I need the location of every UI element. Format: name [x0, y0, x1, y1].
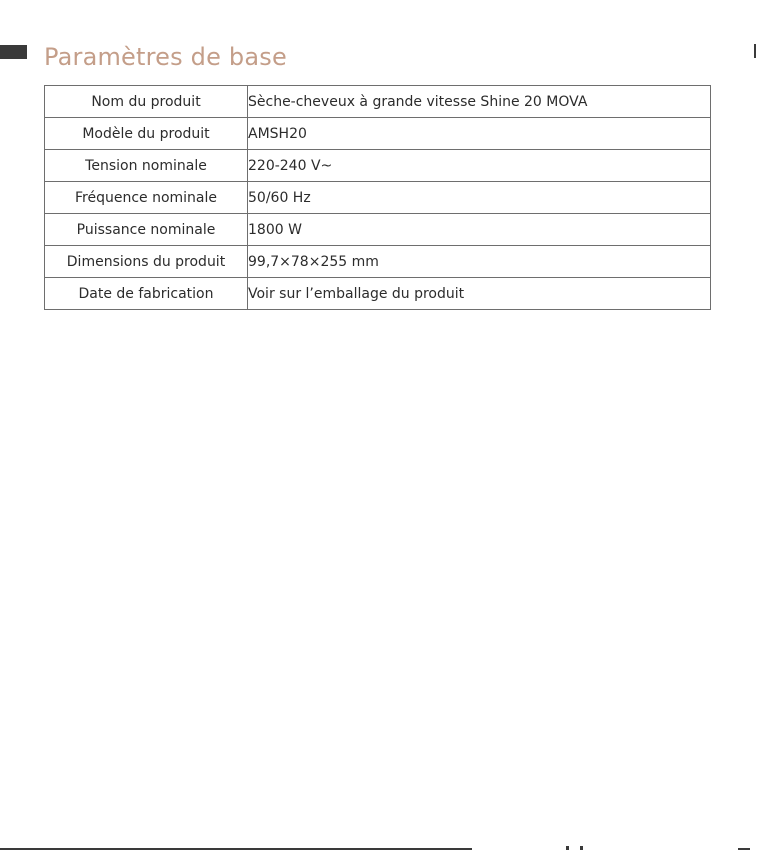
spec-label: Modèle du produit — [45, 118, 248, 150]
spec-label: Puissance nominale — [45, 214, 248, 246]
spec-label: Fréquence nominale — [45, 182, 248, 214]
specifications-table — [44, 85, 711, 310]
spec-label: Date de fabrication — [45, 278, 248, 310]
table-row — [45, 86, 711, 118]
section-edge-tab — [0, 45, 27, 59]
footer-rule — [0, 848, 472, 850]
spec-value: 50/60 Hz — [248, 182, 711, 214]
table-row — [45, 182, 711, 214]
table-row — [45, 278, 711, 310]
table-row — [45, 214, 711, 246]
page-edge-mark — [754, 44, 756, 58]
spec-value: AMSH20 — [248, 118, 711, 150]
table-row — [45, 118, 711, 150]
spec-value: 220-240 V~ — [248, 150, 711, 182]
footer-edge-mark — [738, 848, 750, 850]
spec-value: 1800 W — [248, 214, 711, 246]
footer-crop-marks — [560, 846, 590, 851]
table-row — [45, 150, 711, 182]
spec-value: 99,7×78×255 mm — [248, 246, 711, 278]
spec-value: Voir sur l’emballage du produit — [248, 278, 711, 310]
spec-label: Dimensions du produit — [45, 246, 248, 278]
spec-label: Tension nominale — [45, 150, 248, 182]
table-row — [45, 246, 711, 278]
page-title: Paramètres de base — [44, 43, 287, 71]
spec-value: Sèche-cheveux à grande vitesse Shine 20 MOVA — [248, 86, 711, 118]
spec-label: Nom du produit — [45, 86, 248, 118]
